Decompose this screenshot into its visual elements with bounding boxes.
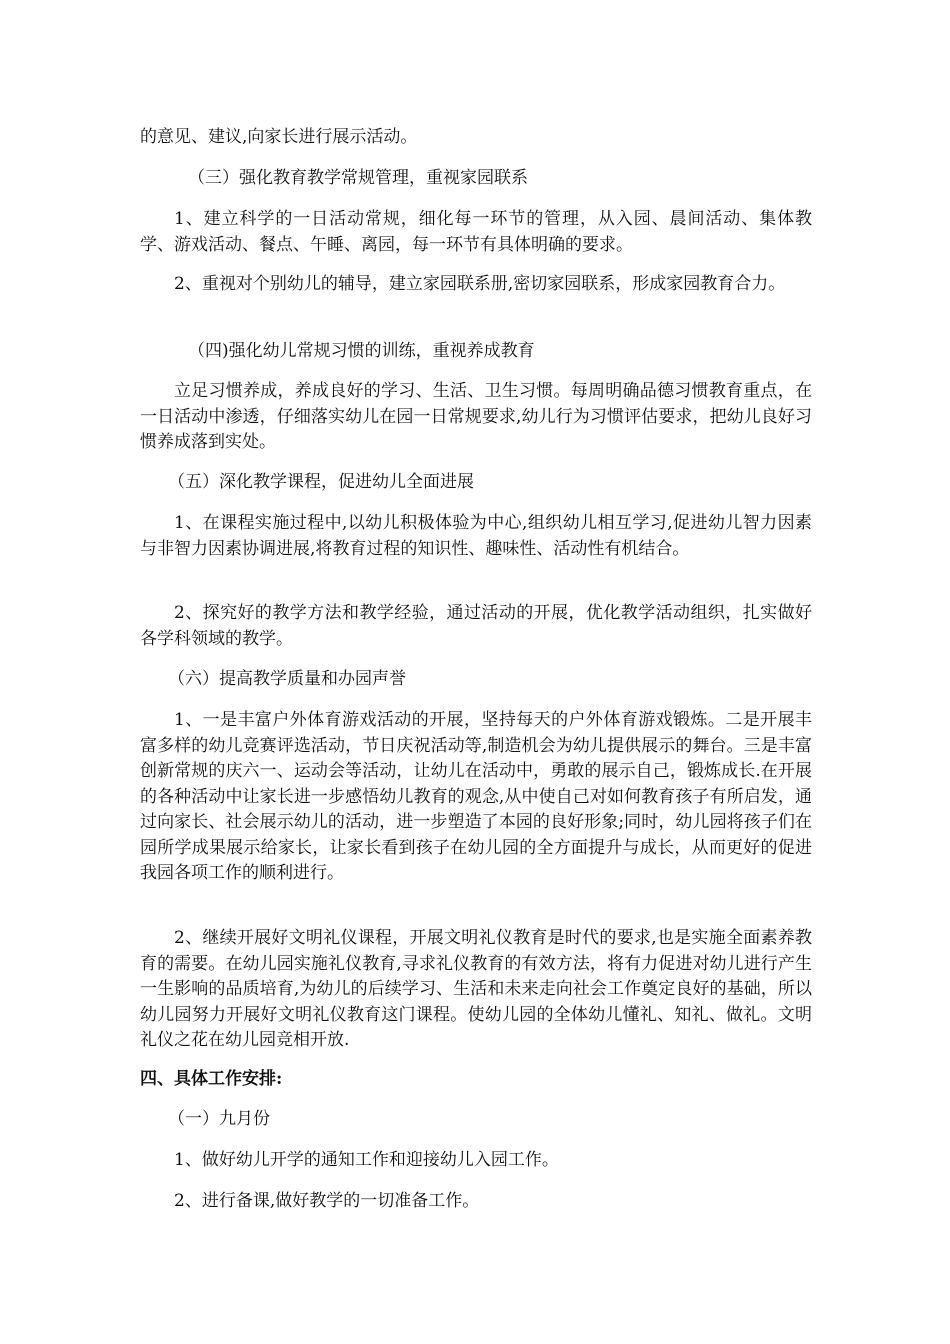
paragraph-4: 立足习惯养成，养成良好的学习、生活、卫生习惯。每周明确品德习惯教育重点，在一日活动中渗透，仔细落实幼儿在园一日常规要求,幼儿行为习惯评估要求，把幼儿良好习惯养成落到实处。 <box>140 381 812 452</box>
september-item-2: 2、进行备课,做好教学的一切准备工作。 <box>174 1191 480 1211</box>
paragraph-6-1: 1、一是丰富户外体育游戏活动的开展，坚持每天的户外体育游戏锻炼。二是开展丰富多样的幼儿竞赛评选活动，节日庆祝活动等,制造机会为幼儿提供展示的舞台。三是丰富创新常规的庆六一、运动会等活动，让幼儿在活动中，勇敢的展示自己，锻炼成长.在开展的各种活动中让家长进一步感悟幼儿教育的观念,从中使自己对如何教育孩子有所启发，通过向家长、社会展示幼儿的活动，进一步塑造了本园的良好形象;同时，幼儿园将孩子们在园所学成果展示给家长，让家长看到孩子在幼儿园的全方面提升与成长，从而更好的促进我园各项工作的顺利进行。 <box>140 710 812 883</box>
paragraph-5-2: 2、探究好的教学方法和教学经验，通过活动的开展，优化教学活动组织，扎实做好各学科领域的教学。 <box>140 603 812 649</box>
heading-section-5: （五）深化教学课程，促进幼儿全面进展 <box>168 472 474 492</box>
heading-section-3: （三）强化教育教学常规管理，重视家园联系 <box>188 168 528 188</box>
heading-work-arrangement: 四、具体工作安排: <box>140 1069 283 1089</box>
paragraph-6-2: 2、继续开展好文明礼仪课程，开展文明礼仪教育是时代的要求,也是实施全面素养教育的需要。在幼儿园实施礼仪教育,寻求礼仪教育的有效方法，将有力促进对幼儿进行产生一生影响的品质培育,为幼儿的后续学习、生活和未来走向社会工作奠定良好的基础，所以幼儿园努力开展好文明礼仪教育这门课程。使幼儿园的全体幼儿懂礼、知礼、做礼。文明礼仪之花在幼儿园竞相开放. <box>140 928 812 1050</box>
paragraph-3-1: 1、建立科学的一日活动常规，细化每一环节的管理，从入园、晨间活动、集体教学、游戏活动、餐点、午睡、离园，每一环节有具体明确的要求。 <box>140 209 812 255</box>
heading-section-4: （四)强化幼儿常规习惯的训练，重视养成教育 <box>188 341 535 361</box>
paragraph-3-2: 2、重视对个别幼儿的辅导，建立家园联系册,密切家园联系，形成家园教育合力。 <box>174 274 786 294</box>
heading-september: （一）九月份 <box>168 1109 270 1129</box>
september-item-1: 1、做好幼儿开学的通知工作和迎接幼儿入园工作。 <box>174 1150 559 1170</box>
paragraph-continuation: 的意见、建议,向家长进行展示活动。 <box>140 127 418 147</box>
heading-section-6: （六）提高教学质量和办园声誉 <box>168 669 406 689</box>
paragraph-5-1: 1、在课程实施过程中,以幼儿积极体验为中心,组织幼儿相互学习,促进幼儿智力因素与非智力因素协调进展,将教育过程的知识性、趣味性、活动性有机结合。 <box>140 513 812 559</box>
